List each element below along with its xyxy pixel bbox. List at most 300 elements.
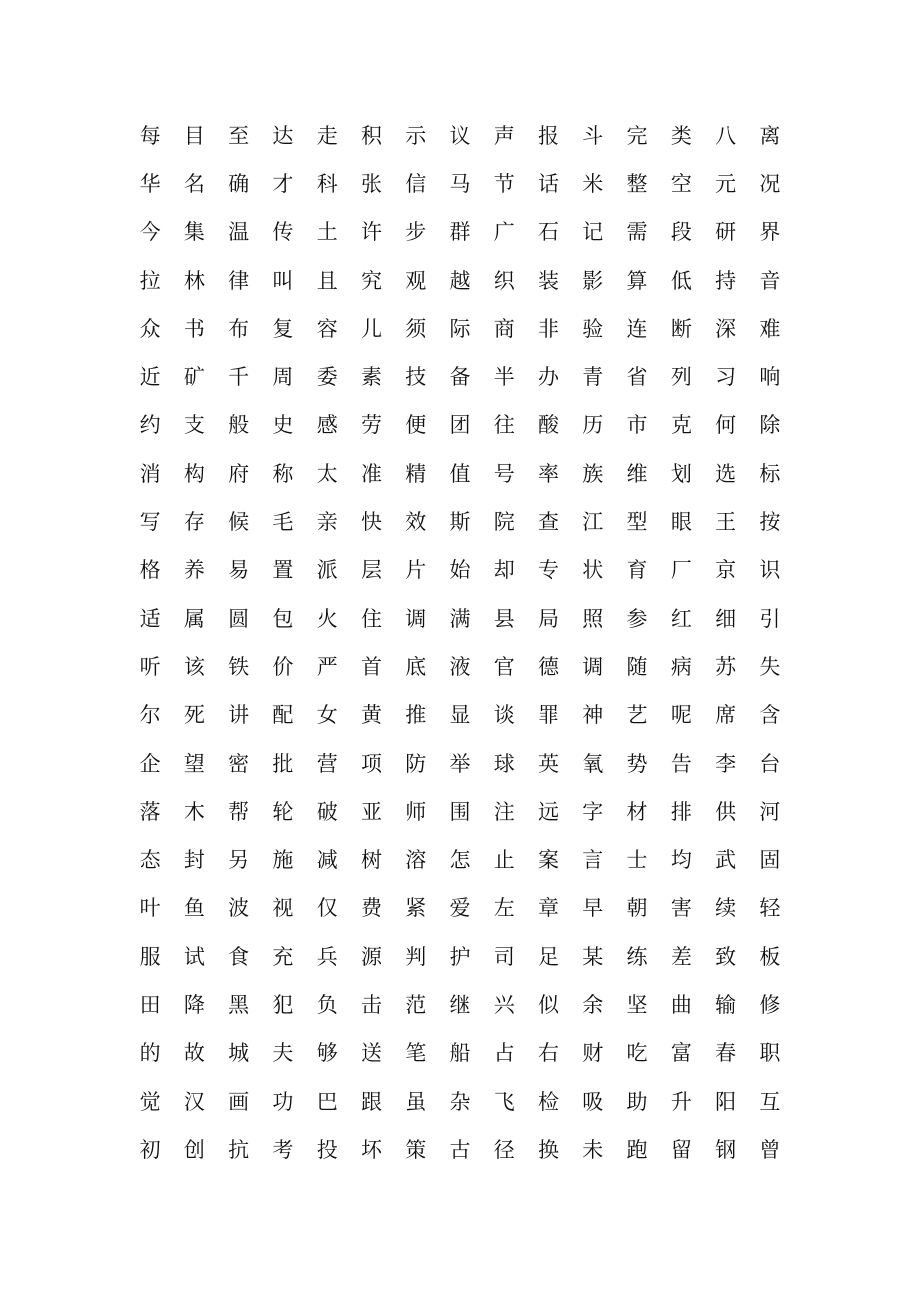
character-cell: 台 [759, 751, 781, 776]
character-cell: 低 [670, 268, 692, 293]
character-cell: 深 [715, 316, 737, 341]
character-cell: 李 [715, 751, 737, 776]
character-cell: 防 [405, 751, 427, 776]
character-cell: 素 [360, 365, 382, 390]
character-cell: 构 [183, 461, 205, 486]
character-cell: 黑 [228, 992, 250, 1017]
character-cell: 报 [538, 123, 560, 148]
character-cell: 杂 [449, 1089, 471, 1114]
character-cell: 修 [759, 992, 781, 1017]
character-cell: 古 [449, 1137, 471, 1162]
character-cell: 消 [139, 461, 161, 486]
character-cell: 该 [183, 654, 205, 679]
character-cell: 格 [139, 558, 161, 583]
character-cell: 的 [139, 1041, 161, 1066]
character-cell: 轮 [272, 799, 294, 824]
character-cell: 吃 [626, 1041, 648, 1066]
character-cell: 跑 [626, 1137, 648, 1162]
character-cell: 青 [582, 365, 604, 390]
character-cell: 降 [183, 992, 205, 1017]
character-cell: 容 [316, 316, 338, 341]
character-cell: 紧 [405, 896, 427, 921]
character-cell: 亲 [316, 510, 338, 535]
character-cell: 米 [582, 171, 604, 196]
character-cell: 氧 [582, 751, 604, 776]
character-cell: 密 [228, 751, 250, 776]
character-cell: 早 [582, 896, 604, 921]
character-cell: 排 [670, 799, 692, 824]
character-cell: 判 [405, 944, 427, 969]
character-cell: 细 [715, 606, 737, 631]
character-cell: 信 [405, 171, 427, 196]
character-cell: 鱼 [183, 896, 205, 921]
character-row [128, 209, 792, 257]
character-cell: 八 [715, 123, 737, 148]
character-cell: 持 [715, 268, 737, 293]
character-cell: 材 [626, 799, 648, 824]
character-cell: 考 [272, 1137, 294, 1162]
character-cell: 范 [405, 992, 427, 1017]
character-cell: 巴 [316, 1089, 338, 1114]
character-cell: 呢 [670, 703, 692, 728]
character-cell: 减 [316, 848, 338, 873]
character-cell: 右 [538, 1041, 560, 1066]
character-cell: 供 [715, 799, 737, 824]
character-cell: 王 [715, 510, 737, 535]
character-cell: 选 [715, 461, 737, 486]
character-cell: 快 [360, 510, 382, 535]
character-cell: 英 [538, 751, 560, 776]
character-cell: 女 [316, 703, 338, 728]
character-cell: 钢 [715, 1137, 737, 1162]
character-cell: 抗 [228, 1137, 250, 1162]
character-cell: 准 [360, 461, 382, 486]
character-cell: 张 [360, 171, 382, 196]
character-cell: 木 [183, 799, 205, 824]
character-cell: 费 [360, 896, 382, 921]
character-cell: 积 [360, 123, 382, 148]
character-cell: 企 [139, 751, 161, 776]
character-cell: 候 [228, 510, 250, 535]
character-cell: 究 [360, 268, 382, 293]
character-cell: 富 [670, 1041, 692, 1066]
character-cell: 坚 [626, 992, 648, 1017]
character-cell: 适 [139, 606, 161, 631]
character-cell: 委 [316, 365, 338, 390]
character-cell: 走 [316, 123, 338, 148]
character-cell: 虽 [405, 1089, 427, 1114]
character-cell: 育 [626, 558, 648, 583]
character-cell: 习 [715, 365, 737, 390]
character-cell: 价 [272, 654, 294, 679]
character-cell: 完 [626, 123, 648, 148]
character-cell: 省 [626, 365, 648, 390]
character-cell: 故 [183, 1041, 205, 1066]
character-cell: 觉 [139, 1089, 161, 1114]
character-cell: 仅 [316, 896, 338, 921]
character-cell: 铁 [228, 654, 250, 679]
character-cell: 非 [538, 316, 560, 341]
character-cell: 商 [493, 316, 515, 341]
character-cell: 飞 [493, 1089, 515, 1114]
character-cell: 维 [626, 461, 648, 486]
character-cell: 参 [626, 606, 648, 631]
character-cell: 固 [759, 848, 781, 873]
character-cell: 余 [582, 992, 604, 1017]
character-cell: 河 [759, 799, 781, 824]
character-cell: 石 [538, 220, 560, 245]
character-cell: 击 [360, 992, 382, 1017]
character-cell: 谈 [493, 703, 515, 728]
character-row [128, 1126, 792, 1174]
character-row [128, 740, 792, 788]
character-cell: 夫 [272, 1041, 294, 1066]
character-cell: 画 [228, 1089, 250, 1114]
character-cell: 士 [626, 848, 648, 873]
character-cell: 试 [183, 944, 205, 969]
character-row [128, 836, 792, 884]
character-cell: 破 [316, 799, 338, 824]
character-cell: 效 [405, 510, 427, 535]
character-cell: 声 [493, 123, 515, 148]
character-cell: 斗 [582, 123, 604, 148]
character-cell: 至 [228, 123, 250, 148]
character-cell: 院 [493, 510, 515, 535]
character-cell: 名 [183, 171, 205, 196]
character-cell: 际 [449, 316, 471, 341]
character-cell: 源 [360, 944, 382, 969]
character-cell: 属 [183, 606, 205, 631]
character-cell: 输 [715, 992, 737, 1017]
character-cell: 均 [670, 848, 692, 873]
character-cell: 标 [759, 461, 781, 486]
character-row [128, 450, 792, 498]
character-cell: 案 [538, 848, 560, 873]
character-cell: 继 [449, 992, 471, 1017]
character-row [128, 885, 792, 933]
character-cell: 食 [228, 944, 250, 969]
character-cell: 型 [626, 510, 648, 535]
character-cell: 江 [582, 510, 604, 535]
character-cell: 火 [316, 606, 338, 631]
character-cell: 席 [715, 703, 737, 728]
character-cell: 失 [759, 654, 781, 679]
character-cell: 写 [139, 510, 161, 535]
character-cell: 差 [670, 944, 692, 969]
character-cell: 往 [493, 413, 515, 438]
character-cell: 装 [538, 268, 560, 293]
character-cell: 服 [139, 944, 161, 969]
character-cell: 续 [715, 896, 737, 921]
character-cell: 府 [228, 461, 250, 486]
character-cell: 才 [272, 171, 294, 196]
character-cell: 升 [670, 1089, 692, 1114]
character-cell: 斯 [449, 510, 471, 535]
character-cell: 施 [272, 848, 294, 873]
character-cell: 换 [538, 1137, 560, 1162]
character-cell: 技 [405, 365, 427, 390]
character-cell: 策 [405, 1137, 427, 1162]
character-cell: 约 [139, 413, 161, 438]
character-cell: 严 [316, 654, 338, 679]
character-cell: 书 [183, 316, 205, 341]
character-cell: 市 [626, 413, 648, 438]
character-cell: 围 [449, 799, 471, 824]
character-cell: 言 [582, 848, 604, 873]
character-cell: 支 [183, 413, 205, 438]
character-cell: 送 [360, 1041, 382, 1066]
character-cell: 复 [272, 316, 294, 341]
character-cell: 含 [759, 703, 781, 728]
character-cell: 劳 [360, 413, 382, 438]
character-cell: 状 [582, 558, 604, 583]
character-cell: 助 [626, 1089, 648, 1114]
character-cell: 响 [759, 365, 781, 390]
character-cell: 林 [183, 268, 205, 293]
character-cell: 段 [670, 220, 692, 245]
character-cell: 黄 [360, 703, 382, 728]
character-cell: 吸 [582, 1089, 604, 1114]
character-cell: 整 [626, 171, 648, 196]
character-cell: 置 [272, 558, 294, 583]
character-cell: 历 [582, 413, 604, 438]
character-cell: 害 [670, 896, 692, 921]
character-cell: 春 [715, 1041, 737, 1066]
character-cell: 话 [538, 171, 560, 196]
character-cell: 太 [316, 461, 338, 486]
character-cell: 传 [272, 220, 294, 245]
character-cell: 帮 [228, 799, 250, 824]
character-cell: 师 [405, 799, 427, 824]
character-cell: 毛 [272, 510, 294, 535]
character-cell: 议 [449, 123, 471, 148]
character-cell: 笔 [405, 1041, 427, 1066]
character-cell: 举 [449, 751, 471, 776]
character-row [128, 353, 792, 401]
character-cell: 验 [582, 316, 604, 341]
character-cell: 致 [715, 944, 737, 969]
character-cell: 板 [759, 944, 781, 969]
character-cell: 眼 [670, 510, 692, 535]
character-cell: 告 [670, 751, 692, 776]
character-cell: 护 [449, 944, 471, 969]
character-cell: 留 [670, 1137, 692, 1162]
character-cell: 营 [316, 751, 338, 776]
character-cell: 病 [670, 654, 692, 679]
character-cell: 神 [582, 703, 604, 728]
character-cell: 叫 [272, 268, 294, 293]
character-cell: 足 [538, 944, 560, 969]
character-cell: 确 [228, 171, 250, 196]
character-cell: 批 [272, 751, 294, 776]
character-cell: 检 [538, 1089, 560, 1114]
character-cell: 封 [183, 848, 205, 873]
character-cell: 拉 [139, 268, 161, 293]
character-cell: 首 [360, 654, 382, 679]
character-cell: 落 [139, 799, 161, 824]
character-cell: 许 [360, 220, 382, 245]
character-cell: 似 [538, 992, 560, 1017]
character-cell: 包 [272, 606, 294, 631]
character-cell: 田 [139, 992, 161, 1017]
character-row [128, 788, 792, 836]
character-cell: 负 [316, 992, 338, 1017]
character-cell: 连 [626, 316, 648, 341]
character-cell: 众 [139, 316, 161, 341]
character-cell: 便 [405, 413, 427, 438]
character-grid [128, 112, 792, 1175]
character-cell: 势 [626, 751, 648, 776]
character-cell: 布 [228, 316, 250, 341]
character-cell: 片 [405, 558, 427, 583]
character-cell: 跟 [360, 1089, 382, 1114]
character-cell: 达 [272, 123, 294, 148]
character-cell: 酸 [538, 413, 560, 438]
character-cell: 爱 [449, 896, 471, 921]
character-cell: 团 [449, 413, 471, 438]
character-cell: 调 [582, 654, 604, 679]
character-cell: 圆 [228, 606, 250, 631]
character-cell: 空 [670, 171, 692, 196]
character-cell: 示 [405, 123, 427, 148]
character-cell: 查 [538, 510, 560, 535]
character-row [128, 112, 792, 160]
character-cell: 马 [449, 171, 471, 196]
character-cell: 底 [405, 654, 427, 679]
character-cell: 界 [759, 220, 781, 245]
character-row [128, 981, 792, 1029]
character-cell: 阳 [715, 1089, 737, 1114]
character-cell: 占 [493, 1041, 515, 1066]
character-cell: 远 [538, 799, 560, 824]
character-cell: 织 [493, 268, 515, 293]
character-cell: 视 [272, 896, 294, 921]
character-cell: 类 [670, 123, 692, 148]
character-cell: 断 [670, 316, 692, 341]
character-cell: 集 [183, 220, 205, 245]
character-cell: 波 [228, 896, 250, 921]
character-cell: 算 [626, 268, 648, 293]
character-cell: 另 [228, 848, 250, 873]
character-cell: 元 [715, 171, 737, 196]
character-cell: 汉 [183, 1089, 205, 1114]
character-cell: 互 [759, 1089, 781, 1114]
character-cell: 亚 [360, 799, 382, 824]
character-cell: 般 [228, 413, 250, 438]
character-cell: 律 [228, 268, 250, 293]
character-cell: 率 [538, 461, 560, 486]
character-cell: 显 [449, 703, 471, 728]
character-row [128, 933, 792, 981]
character-cell: 随 [626, 654, 648, 679]
character-row [128, 692, 792, 740]
character-cell: 树 [360, 848, 382, 873]
character-cell: 局 [538, 606, 560, 631]
character-cell: 记 [582, 220, 604, 245]
character-cell: 易 [228, 558, 250, 583]
character-cell: 章 [538, 896, 560, 921]
character-cell: 族 [582, 461, 604, 486]
character-row [128, 160, 792, 208]
character-cell: 科 [316, 171, 338, 196]
character-cell: 讲 [228, 703, 250, 728]
character-cell: 温 [228, 220, 250, 245]
character-cell: 精 [405, 461, 427, 486]
character-row [128, 1030, 792, 1078]
character-cell: 千 [228, 365, 250, 390]
character-cell: 备 [449, 365, 471, 390]
character-cell: 存 [183, 510, 205, 535]
character-cell: 广 [493, 220, 515, 245]
character-cell: 派 [316, 558, 338, 583]
character-cell: 满 [449, 606, 471, 631]
character-cell: 层 [360, 558, 382, 583]
character-cell: 德 [538, 654, 560, 679]
character-cell: 周 [272, 365, 294, 390]
character-cell: 叶 [139, 896, 161, 921]
character-cell: 配 [272, 703, 294, 728]
character-row [128, 595, 792, 643]
character-cell: 职 [759, 1041, 781, 1066]
character-cell: 离 [759, 123, 781, 148]
character-row [128, 498, 792, 546]
character-cell: 识 [759, 558, 781, 583]
character-cell: 值 [449, 461, 471, 486]
character-cell: 况 [759, 171, 781, 196]
character-row [128, 402, 792, 450]
character-cell: 止 [493, 848, 515, 873]
character-cell: 始 [449, 558, 471, 583]
character-cell: 球 [493, 751, 515, 776]
character-cell: 充 [272, 944, 294, 969]
character-cell: 望 [183, 751, 205, 776]
character-cell: 推 [405, 703, 427, 728]
character-cell: 何 [715, 413, 737, 438]
character-cell: 土 [316, 220, 338, 245]
character-cell: 曾 [759, 1137, 781, 1162]
character-cell: 需 [626, 220, 648, 245]
character-cell: 厂 [670, 558, 692, 583]
character-cell: 兵 [316, 944, 338, 969]
character-cell: 够 [316, 1041, 338, 1066]
character-cell: 创 [183, 1137, 205, 1162]
character-cell: 列 [670, 365, 692, 390]
character-row [128, 643, 792, 691]
character-cell: 液 [449, 654, 471, 679]
character-row [128, 257, 792, 305]
character-cell: 半 [493, 365, 515, 390]
character-cell: 研 [715, 220, 737, 245]
character-cell: 怎 [449, 848, 471, 873]
character-cell: 华 [139, 171, 161, 196]
character-cell: 练 [626, 944, 648, 969]
character-cell: 左 [493, 896, 515, 921]
character-cell: 苏 [715, 654, 737, 679]
character-cell: 未 [582, 1137, 604, 1162]
character-cell: 注 [493, 799, 515, 824]
character-cell: 犯 [272, 992, 294, 1017]
character-cell: 号 [493, 461, 515, 486]
character-cell: 死 [183, 703, 205, 728]
character-cell: 初 [139, 1137, 161, 1162]
character-cell: 武 [715, 848, 737, 873]
character-cell: 曲 [670, 992, 692, 1017]
character-cell: 功 [272, 1089, 294, 1114]
character-cell: 克 [670, 413, 692, 438]
character-cell: 司 [493, 944, 515, 969]
character-cell: 项 [360, 751, 382, 776]
character-cell: 径 [493, 1137, 515, 1162]
